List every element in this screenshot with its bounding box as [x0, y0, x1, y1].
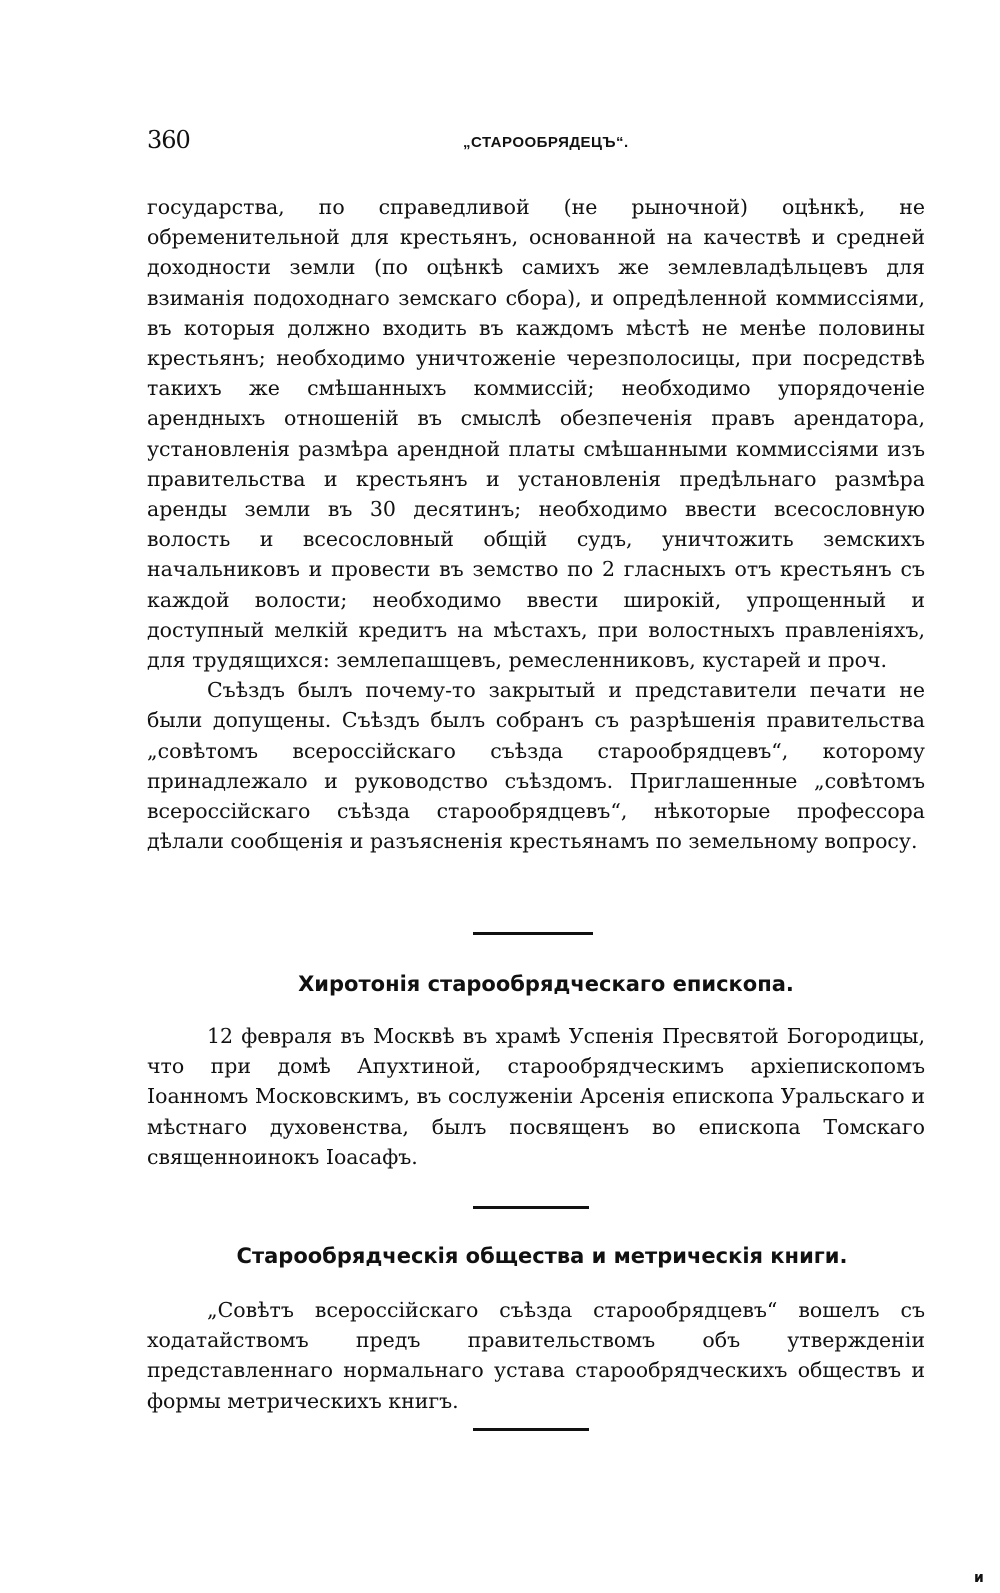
section-continuation [147, 192, 925, 856]
section-divider [473, 932, 593, 935]
section-divider [473, 1428, 589, 1431]
section-consecration [147, 1021, 925, 1172]
paragraph-consecration: 12 февраля въ Москвѣ въ храмѣ Успенія Пресвятой Богородицы, что при домѣ Апухтиной, старообрядческимъ архіепископомъ Іоанномъ Московскимъ, въ сослуженіи Арсенія епископа Уральскаго и мѣстнаго духовенства, былъ посвященъ во епископа Томскаго священноинокъ Іоасафъ. [147, 1024, 925, 1169]
section-divider [473, 1206, 589, 1209]
page-number: 360 [147, 126, 190, 154]
journal-title: „СТАРООБРЯДЕЦЪ“. [463, 134, 629, 151]
section-societies [147, 1295, 925, 1416]
running-header [147, 126, 925, 156]
page-edge-mark: и [974, 1570, 984, 1586]
paragraph-land-demands: государства, по справедливой (не рыночной) оцѣнкѣ, не обременительной для крестьянъ, основанной на качествѣ и средней доходности земли (по оцѣнкѣ самихъ же землевладѣльцевъ для взиманія подоходнаго земскаго сбора), и опредѣленной коммиссіями, въ которыя должно входить въ каждомъ мѣстѣ не менѣе половины крестьянъ; необходимо уничтоженіе черезполосицы, при посредствѣ такихъ же смѣшанныхъ коммиссій; необходимо упорядоченіе арендныхъ отношеній въ смыслѣ обезпеченія правъ арендатора, установленія размѣра арендной платы смѣшанными коммиссіями изъ правительства и крестьянъ и установленія предѣльнаго размѣра аренды земли въ 30 десятинъ; необходимо ввести всесословную волость и всесословный общій судъ, уничтожить земскихъ начальниковъ и провести въ земство по 2 гласныхъ отъ крестьянъ съ каждой волости; необходимо ввести широкій, упрощенный и доступный мелкій кредитъ на мѣстахъ, при волостныхъ правленіяхъ, для трудящихся: землепашцевъ, ремесленниковъ, кустарей и проч. [147, 195, 925, 673]
section-heading-consecration: Хиротонія старообрядческаго епископа. [298, 972, 794, 996]
paragraph-congress-closed: Съѣздъ былъ почему-то закрытый и представители печати не были допущены. Съѣздъ былъ собранъ съ разрѣшенія правительства „совѣтомъ всероссійскаго съѣзда старообрядцевъ“, которому принадлежало и руководство съѣздомъ. Приглашенные „совѣтомъ всероссійскаго съѣзда старообрядцевъ“, нѣкоторые профессора дѣлали сообщенія и разъясненія крестьянамъ по земельному вопросу. [147, 678, 925, 854]
paragraph-societies: „Совѣтъ всероссійскаго съѣзда старообрядцевъ“ вошелъ съ ходатайствомъ предъ правительствомъ объ утвержденіи представленнаго нормальнаго устава старообрядческихъ обществъ и формы метрическихъ книгъ. [147, 1298, 925, 1413]
section-heading-societies: Старообрядческія общества и метрическія книги. [236, 1244, 848, 1268]
